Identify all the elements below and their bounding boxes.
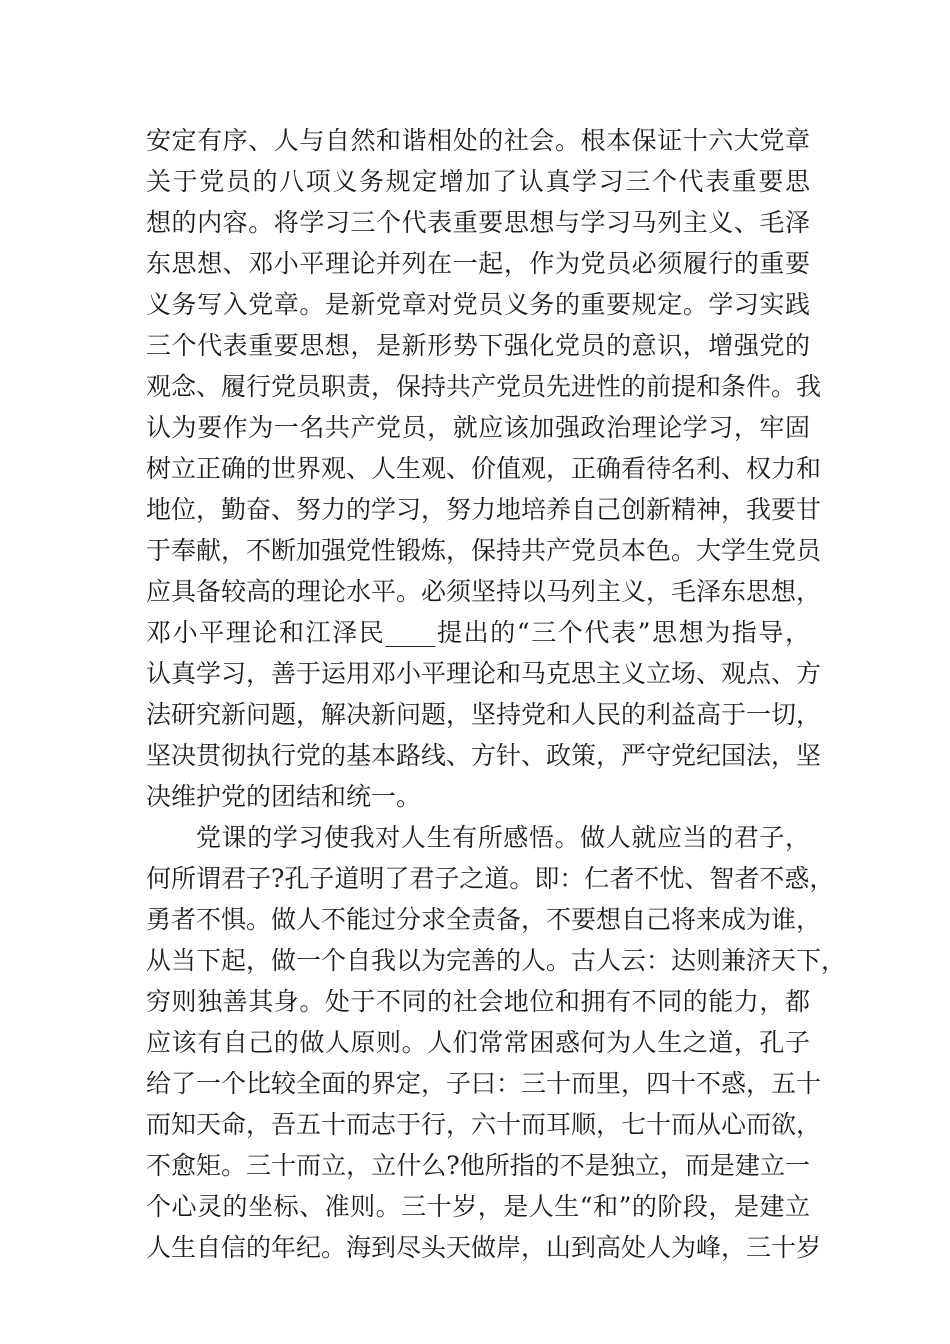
- text-line: 给了一个比较全面的界定，子曰：三十而里，四十不惑，五十: [146, 1069, 822, 1098]
- text-line: 地位，勤奋、努力的学习，努力地培养自己创新精神，我要甘: [146, 495, 822, 524]
- text-line: 个心灵的坐标、准则。三十岁，是人生“和”的阶段，是建立: [146, 1192, 810, 1221]
- text-line: 法研究新问题，解决新问题，坚持党和人民的利益高于一切，: [146, 700, 822, 729]
- text-line: 义务写入党章。是新党章对党员义务的重要规定。学习实践: [146, 290, 810, 319]
- text-line: 应该有自己的做人原则。人们常常困惑何为人生之道，孔子: [146, 1028, 810, 1057]
- text-line-indented: 党课的学习使我对人生有所感悟。做人就应当的君子，: [196, 823, 810, 852]
- text-line: 观念、履行党员职责，保持共产党员先进性的前提和条件。我: [146, 372, 822, 401]
- text-line: 认真学习，善于运用邓小平理论和马克思主义立场、观点、方: [146, 659, 822, 688]
- text-line: 三个代表重要思想，是新形势下强化党员的意识，增强党的: [146, 331, 810, 360]
- text-line: 关于党员的八项义务规定增加了认真学习三个代表重要思: [146, 167, 810, 196]
- text-line: 认为要作为一名共产党员，就应该加强政治理论学习，牢固: [146, 413, 810, 442]
- text-line: 邓小平理论和江泽民____提出的“三个代表”思想为指导，: [146, 618, 810, 647]
- text-line: 决维护党的团结和统一。: [146, 782, 422, 811]
- text-line: 于奉献，不断加强党性锻炼，保持共产党员本色。大学生党员: [146, 536, 822, 565]
- text-line: 安定有序、人与自然和谐相处的社会。根本保证十六大党章: [146, 126, 810, 155]
- text-line: 树立正确的世界观、人生观、价值观，正确看待名利、权力和: [146, 454, 822, 483]
- text-line: 想的内容。将学习三个代表重要思想与学习马列主义、毛泽: [146, 208, 810, 237]
- text-line: 东思想、邓小平理论并列在一起，作为党员必须履行的重要: [146, 249, 810, 278]
- text-line: 何所谓君子?孔子道明了君子之道。即：仁者不忧、智者不惑，: [146, 864, 835, 893]
- text-line: 不愈矩。三十而立，立什么?他所指的不是独立，而是建立一: [146, 1151, 810, 1180]
- text-line: 人生自信的年纪。海到尽头天做岸，山到高处人为峰，三十岁: [146, 1233, 822, 1262]
- text-line: 坚决贯彻执行党的基本路线、方针、政策，严守党纪国法，坚: [146, 741, 822, 770]
- body-text: [146, 120, 847, 1268]
- text-line: 应具备较高的理论水平。必须坚持以马列主义，毛泽东思想，: [146, 577, 822, 606]
- text-line: 从当下起，做一个自我以为完善的人。古人云：达则兼济天下，: [146, 946, 847, 975]
- text-line: 勇者不惧。做人不能过分求全责备，不要想自己将来成为谁，: [146, 905, 822, 934]
- text-line: 而知天命，吾五十而志于行，六十而耳顺，七十而从心而欲，: [146, 1110, 822, 1139]
- text-line: 穷则独善其身。处于不同的社会地位和拥有不同的能力，都: [146, 987, 810, 1016]
